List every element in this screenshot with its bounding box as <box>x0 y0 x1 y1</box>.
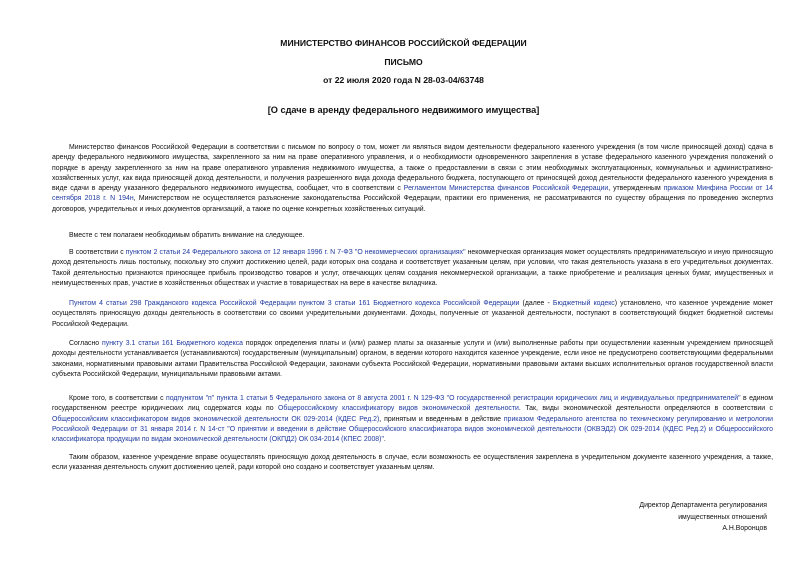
link-budget-code[interactable]: Бюджетный кодекс <box>552 300 615 307</box>
link-order-194n[interactable]: приказом Минфина России от 14 сентября 2018 г. N 194н <box>52 185 774 203</box>
paragraph-text: . Так, виды экономической деятельности определяются в соответствии с <box>518 405 773 413</box>
ministry-heading: МИНИСТЕРСТВО ФИНАНСОВ РОССИЙСКОЙ ФЕДЕРАЦИИ <box>280 38 527 48</box>
paragraph-text: Кроме того, в соответствии с <box>69 395 166 402</box>
document-subject: [О сдаче в аренду федерального недвижимого имущества] <box>267 105 540 115</box>
link-law-129fz[interactable]: подпунктом "п" пункта 1 статьи 5 Федерального закона от 8 августа 2001 г. N 129-ФЗ "О государственной регистрации юридических лиц и индивидуальных предпринимателей" <box>165 395 741 402</box>
paragraph-text: Согласно <box>69 340 103 347</box>
link-civil-code-298[interactable]: Пунктом 4 статьи 298 Гражданского кодекса Российской Федерации <box>69 300 296 307</box>
paragraph-text: , утвержденным <box>608 185 664 193</box>
paragraph-text: ) установлено, что казенное учреждение может осуществлять приносящую доходы деятельность в соответствии со своими учредительными документами. Доходы, полученные от указанной деятельности, поступают в соответствующий бюджет бюджетной системы Российской Федерации. <box>52 300 773 328</box>
paragraph-intro <box>52 143 773 215</box>
document-date-number: от 22 июля 2020 года N 28-03-04/63748 <box>323 75 484 85</box>
link-order-14-st[interactable]: приказом Федерального агентства по техническому регулированию и метрологии Российской Федерации от 31 января 2014 г. N 14-ст "О принятии и введении в действие Общероссийского классификатора видов экономической деятельности (ОКВЭД2) ОК 029-2014 (КДЕС Ред.2) и Общероссийского классификатора продукции по видам экономической деятельности (ОКПД2) ОК 034-2014 (КПЕС 2008)" <box>52 415 773 444</box>
link-okved-classifier[interactable]: Общероссийскому классификатору видов экономической деятельности <box>278 405 519 413</box>
paragraph-text: , принятым и введенным в действие <box>379 415 504 423</box>
paragraph-text: в едином государственном реестре юридических лиц содержатся коды по <box>52 395 773 413</box>
paragraph-text: некоммерческая организация может осуществлять предпринимательскую и иную приносящую доход деятельность лишь постольку, поскольку это служит достижению целей, ради которых она создана и соответствует указанным целям, при условии, что такая деятельность указана в его учредительных документах. Такой деятельностью признаются приносящее прибыль производство товаров и услуг, отвечающих целям создания некоммерческой организации, а также приобретение и реализация ценных бумаг, имущественных и неимущественных прав, участие в хозяйственных обществах и участие в товариществах на вере в качестве вкладчика. <box>52 249 774 287</box>
paragraph-text: В соответствии с <box>69 249 126 256</box>
document-type-heading: ПИСЬМО <box>384 57 423 67</box>
paragraph-text: Министерство финансов Российской Федерации в соответствии с письмом по вопросу о том, может ли являться видом деятельности федерального казенного учреждения (в том числе приносящей доход) сдача в аренду федерального недвижимого имущества, закрепленного за ним на праве оперативного управления, и о необходимости одновременного закрепления в уставе федерального казенного учреждения положений о порядке в аренду закрепленного за ним на праве оперативного управления недвижимого имущества, а также о предоставлении в связи с этим необходимых эксплуатационных, коммунальных и административно-хозяйственных услуг, как вида приносящей доход деятельности, и получения разрешенного вида дохода федерального бюджета, поступающего от приносящей доход деятельности федерального казенного учреждения в виде сдачи в аренду указанного федерального недвижимого имущества, сообщает, что в соответствии с <box>52 144 773 193</box>
paragraph-text: , Министерством не осуществляется разъяснение законодательства Российской Федерации, практики его применения, не рассматриваются по существу обращения по проведению экспертиз договоров, учредительных и иных документов организаций, а также по оценке конкретных хозяйственных ситуаций. <box>52 195 773 213</box>
paragraph-civil-code <box>52 299 773 330</box>
link-regulation-minfin[interactable]: Регламентом Министерства финансов Российской Федерации <box>403 185 609 193</box>
link-law-7fz[interactable]: пунктом 2 статьи 24 Федерального закона от 12 января 1996 г. N 7-ФЗ "О некоммерческих организациях" <box>125 249 466 256</box>
signature-department: имущественных отношений <box>678 513 767 521</box>
paragraph-fee-order <box>52 339 773 380</box>
signature-name: А.Н.Воронцов <box>722 525 767 532</box>
link-budget-code-161[interactable]: пунктом 3 статьи 161 Бюджетного кодекса Российской Федерации <box>298 300 520 307</box>
paragraph-text: (далее - <box>519 300 553 307</box>
paragraph-registry <box>52 394 773 445</box>
paragraph-text: Вместе с тем полагаем необходимым обратить внимание на следующее. <box>69 232 305 239</box>
paragraph-text: . <box>383 436 386 444</box>
link-budget-code-161-3-1[interactable]: пункту 3.1 статьи 161 Бюджетного кодекса <box>102 340 243 347</box>
signature-block <box>527 500 767 535</box>
paragraph-text: порядок определения платы и (или) размер платы за оказанные услуги и (или) выполненные работы при осуществлении казенным учреждением приносящей доходы деятельности устанавливается (устанавливаются) государственным (муниципальным) органом, в ведении которого находится казенное учреждение, если иное не предусмотрено соответствующими федеральными законами, нормативными правовыми актами Правительства Российской Федерации, законами субъекта Российской Федерации, нормативными правовыми актами высших исполнительных органов государственной власти субъекта Российской Федерации, муниципальными правовыми актами. <box>52 340 773 378</box>
paragraph-conclusion <box>52 453 773 474</box>
signature-position: Директор Департамента регулирования <box>639 502 767 509</box>
paragraph-text: Таким образом, казенное учреждение вправе осуществлять приносящую доход деятельность в случае, если возможность ее осуществления закреплена в учредительном документе казенного учреждения, а также, если указанная деятельность служит достижению целей, ради которой оно создано и соответствует указанным целям. <box>52 454 773 472</box>
link-ok-029-2014[interactable]: Общероссийским классификатором видов экономической деятельности ОК 029-2014 (КДЕС Ред.2) <box>52 415 380 423</box>
paragraph-nko-law <box>52 248 773 289</box>
paragraph-attention <box>52 231 773 241</box>
